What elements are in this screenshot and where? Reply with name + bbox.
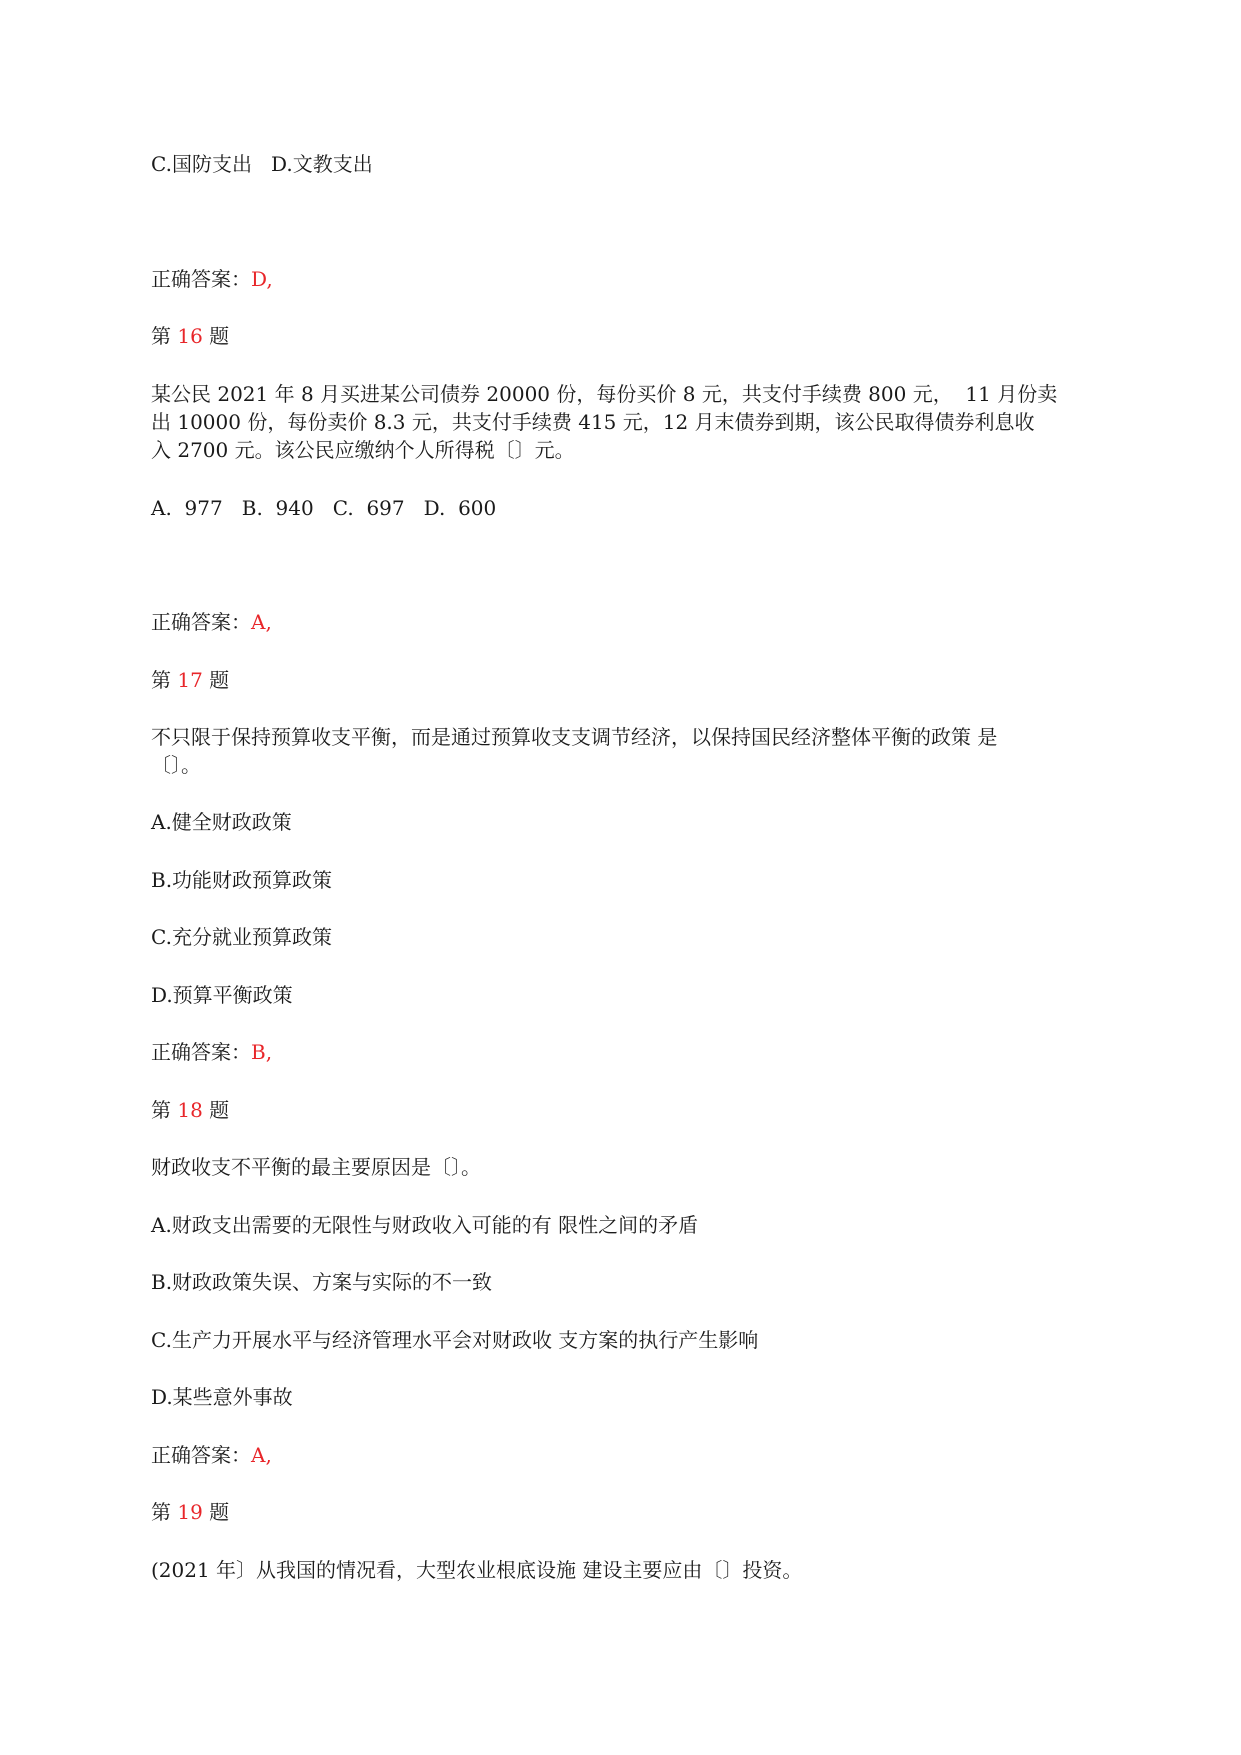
q18-option-c: C.生产力开展水平与经济管理水平会对财政收 支方案的执行产生影响 xyxy=(151,1328,759,1352)
q18-option-b: B.财政政策失误、方案与实际的不一致 xyxy=(151,1270,493,1294)
question-suffix: 题 xyxy=(202,324,230,348)
answer-value: B, xyxy=(251,1040,273,1064)
question-suffix: 题 xyxy=(202,1098,230,1122)
q15-answer xyxy=(151,265,273,293)
q17-heading xyxy=(151,666,229,694)
q18-heading xyxy=(151,1096,229,1124)
answer-label: 正确答案： xyxy=(151,1443,251,1467)
q16-stem-line-2: 出 10000 份，每份卖价 8.3 元，共支付手续费 415 元，12 月末债券到期，该公民取得债券利息收 xyxy=(151,410,1035,434)
answer-value: A, xyxy=(251,610,272,634)
question-suffix: 题 xyxy=(202,1500,230,1524)
q19-heading xyxy=(151,1498,229,1526)
question-suffix: 题 xyxy=(202,668,230,692)
question-number: 19 xyxy=(177,1500,203,1524)
q17-answer xyxy=(151,1038,272,1066)
answer-label: 正确答案： xyxy=(151,267,251,291)
question-prefix: 第 xyxy=(151,668,178,692)
q17-stem-line-2: 〔〕。 xyxy=(151,753,201,777)
q15-options: C.国防支出 D.文教支出 xyxy=(151,152,373,176)
q17-option-d: D.预算平衡政策 xyxy=(151,983,293,1007)
q16-stem-line-1: 某公民 2021 年 8 月买进某公司债券 20000 份，每份买价 8 元，共支付手续费 800 元， 11 月份卖 xyxy=(151,382,1058,406)
question-number: 18 xyxy=(177,1098,203,1122)
q18-option-a: A.财政支出需要的无限性与财政收入可能的有 限性之间的矛盾 xyxy=(151,1213,699,1237)
q17-option-c: C.充分就业预算政策 xyxy=(151,925,332,949)
answer-value: A, xyxy=(251,1443,272,1467)
question-prefix: 第 xyxy=(151,1098,178,1122)
q16-stem-line-3: 入 2700 元。该公民应缴纳个人所得税〔〕元。 xyxy=(151,438,575,462)
question-number: 16 xyxy=(177,324,203,348)
q18-option-d: D.某些意外事故 xyxy=(151,1385,293,1409)
q17-stem-line-1: 不只限于保持预算收支平衡，而是通过预算收支支调节经济，以保持国民经济整体平衡的政策 是 xyxy=(151,725,998,749)
q18-stem: 财政收支不平衡的最主要原因是〔〕。 xyxy=(151,1155,481,1179)
q16-options: A. 977 B. 940 C. 697 D. 600 xyxy=(151,496,497,520)
answer-label: 正确答案： xyxy=(151,1040,251,1064)
q19-stem: (2021 年〕从我国的情况看，大型农业根底设施 建设主要应由〔〕投资。 xyxy=(151,1558,803,1582)
answer-value: D, xyxy=(251,267,273,291)
question-number: 17 xyxy=(177,668,203,692)
answer-label: 正确答案： xyxy=(151,610,251,634)
q17-option-a: A.健全财政政策 xyxy=(151,810,292,834)
q16-answer xyxy=(151,608,272,636)
question-prefix: 第 xyxy=(151,1500,178,1524)
q18-answer xyxy=(151,1441,272,1469)
q17-option-b: B.功能财政预算政策 xyxy=(151,868,333,892)
q16-heading xyxy=(151,322,229,350)
question-prefix: 第 xyxy=(151,324,178,348)
